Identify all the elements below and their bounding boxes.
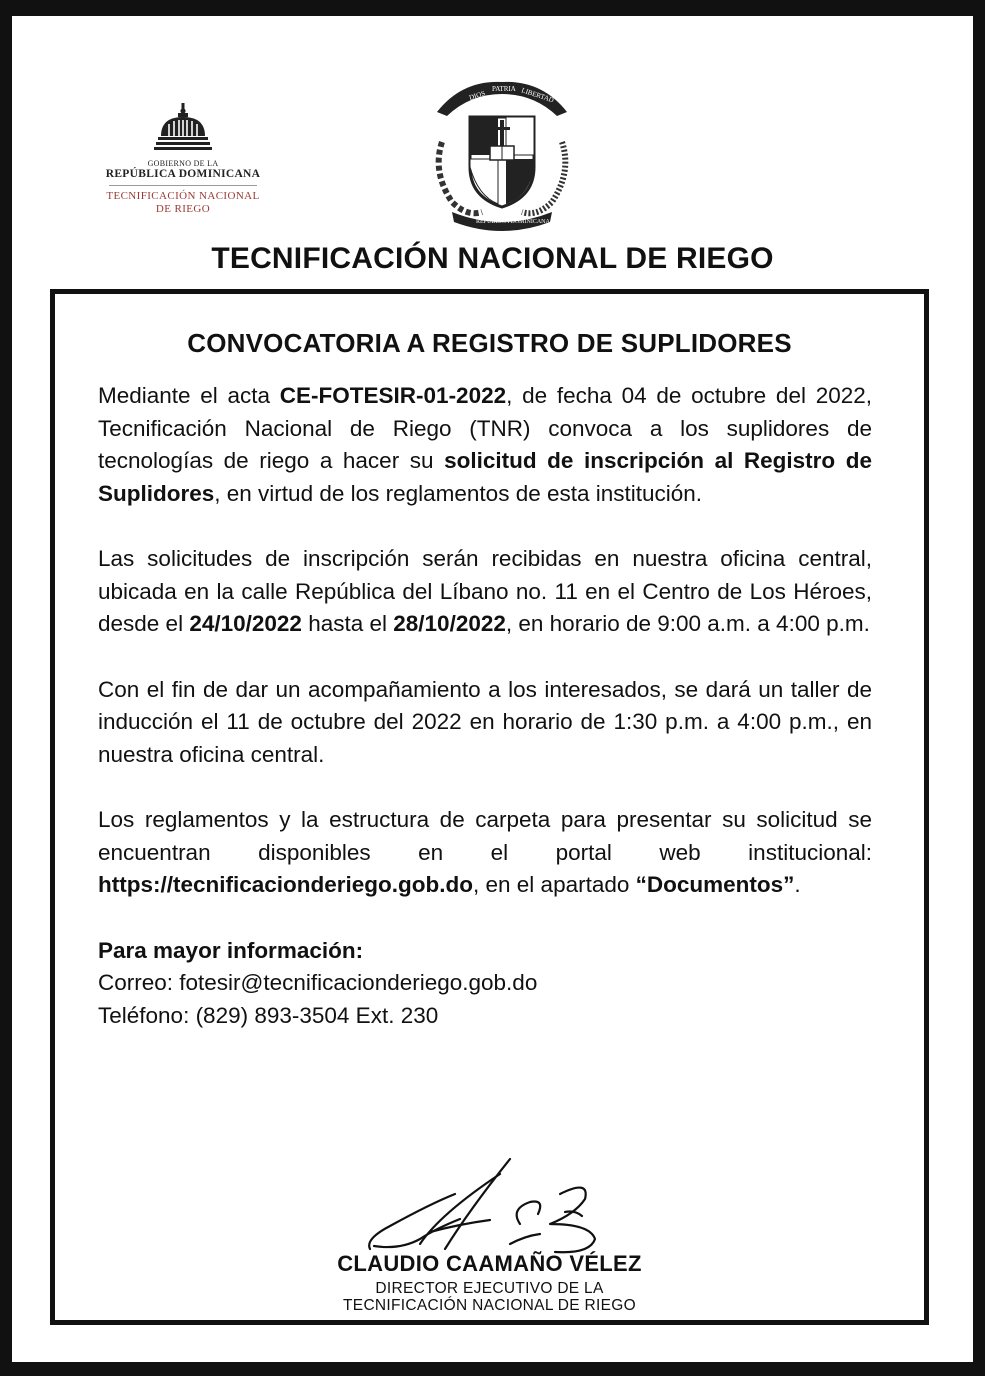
logo-divider [109,185,257,186]
signer-role-line2: TECNIFICACIÓN NACIONAL DE RIEGO [343,1297,636,1314]
notice-body [98,380,872,1032]
motto-libertad: LIBERTAD [520,86,555,105]
logo-republica-text: REPÚBLICA DOMINICANA [105,168,261,180]
signature-icon [360,1154,610,1264]
motto-dios: DIOS [468,89,487,102]
signer-role [55,1280,924,1314]
government-logo [98,102,268,232]
capitol-dome-icon [153,102,213,152]
portal-url: https://tecnificacionderiego.gob.do [98,872,474,897]
paragraph-portal: Los reglamentos y la estructura de carpeta para presentar su solicitud se encuentran disponibles en el portal web institucional: https://tecnificacionderiego.gob.do, en el apartado “Documentos”. [98,807,872,897]
paragraph-workshop: Con el fin de dar un acompañamiento a los interesados, se dará un taller de inducción el 11 de octubre del 2022 en horario de 1:30 p.m. a 4:00 p.m., en nuestra oficina central. [98,676,872,767]
documents-section: “Documentos” [635,872,795,897]
date-to: 28/10/2022 [393,611,506,636]
coat-ribbon-text: REPÚBLICA DOMINICANA [476,219,550,225]
logo-institution-line2: DE RIEGO [155,203,211,215]
signer-role-line1: DIRECTOR EJECUTIVO DE LA [375,1280,604,1297]
acta-number: CE-FOTESIR-01-2022 [279,383,507,408]
contact-email: Correo: fotesir@tecnificacionderiego.gob.do [98,970,538,995]
notice-title: CONVOCATORIA A REGISTRO DE SUPLIDORES [187,328,792,358]
document-page [12,16,973,1362]
date-from: 24/10/2022 [189,611,302,636]
contact-heading: Para mayor información: [98,937,364,963]
agency-title: TECNIFICACIÓN NACIONAL DE RIEGO [211,242,774,275]
registration-request: solicitud de inscripción al Registro de Suplidores [98,448,872,506]
signer-name: CLAUDIO CAAMAÑO VÉLEZ [337,1251,642,1276]
contact-phone: Teléfono: (829) 893-3504 Ext. 230 [98,1002,439,1028]
motto-patria: PATRIA [492,85,516,93]
notice-frame [50,289,929,1325]
paragraph-acta: Mediante el acta CE-FOTESIR-01-2022, de fecha 04 de octubre del 2022, Tecnificación Nacional de Riego (TNR) convoca a los suplidores de tecnologías de riego a hacer su solicitud de inscripción al Registro de Suplidores, en virtud de los reglamentos de esta institución. [98,383,872,506]
logo-institution-line1: TECNIFICACIÓN NACIONAL [106,190,260,202]
logo-gobierno-text: GOBIERNO DE LA [147,159,219,168]
paragraph-reception: Las solicitudes de inscripción serán recibidas en nuestra oficina central, ubicada en la calle República del Líbano no. 11 en el Centro de Los Héroes, desde el 24/10/2022 hasta el 28/10/2022, en horario de 9:00 a.m. a 4:00 p.m. [98,546,872,636]
coat-of-arms-icon [422,72,582,232]
